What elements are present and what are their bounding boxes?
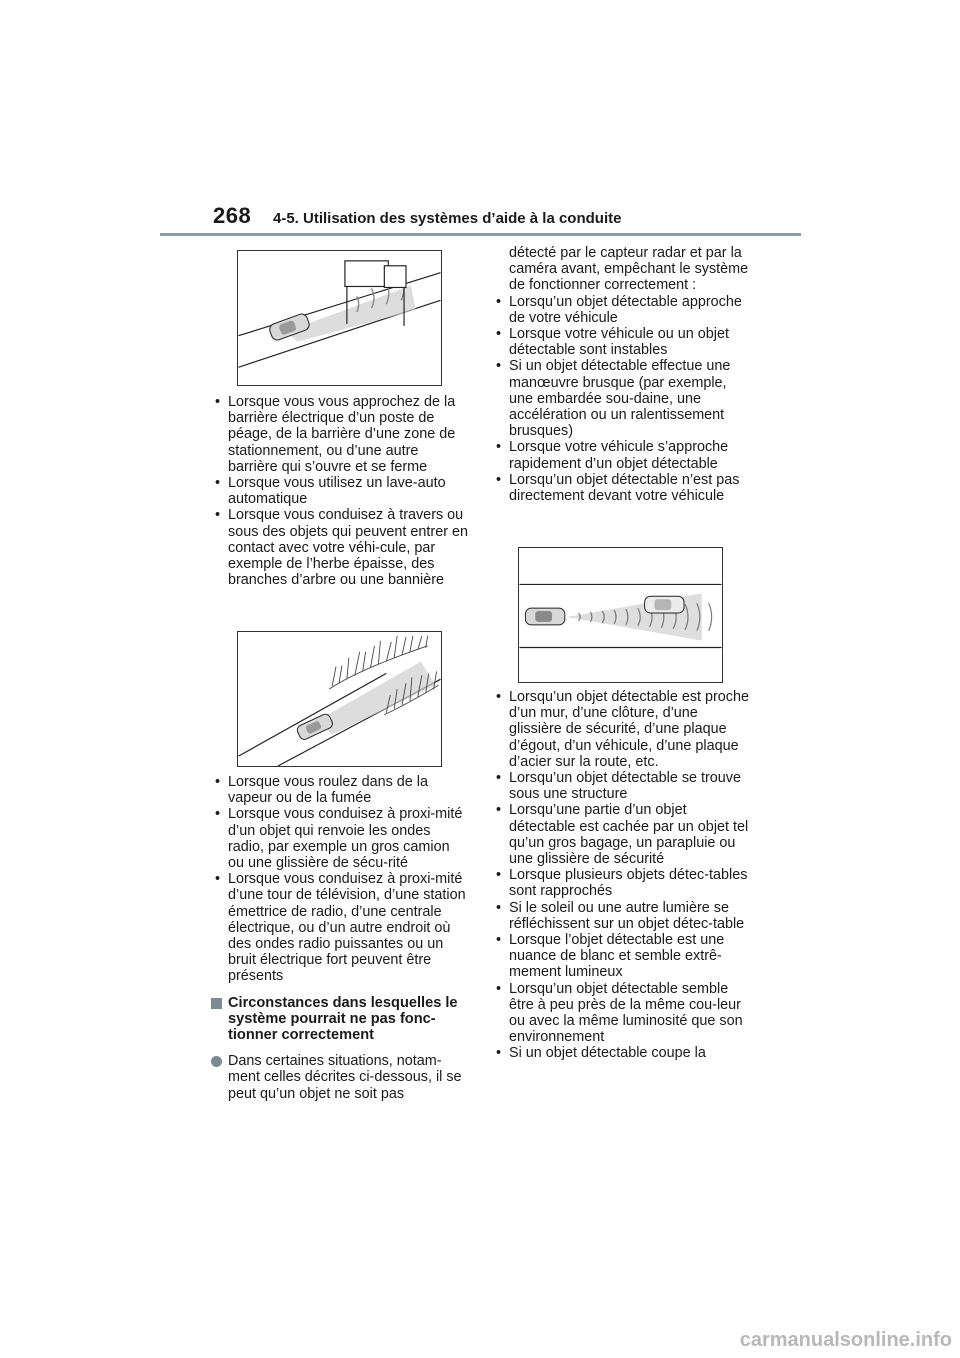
figure-overhead-sign	[237, 250, 442, 386]
list-item: • Si un objet détectable effectue une manœuvre brusque (par exemple, une embardée sou-daine, une accélération ou un ralentissement brusques)	[492, 358, 754, 439]
section-title: 4-5. Utilisation des systèmes d’aide à la conduite	[273, 210, 622, 227]
list-item: • Lorsqu’un objet détectable se trouve sous une structure	[492, 770, 754, 802]
list-item: • Lorsque vous conduisez à proxi-mité d’une tour de télévision, d’une station émettrice de radio, d’une centrale électrique, ou d’un autre endroit où des ondes radio puissantes ou un bruit électrique fort peuvent être présents	[211, 871, 469, 984]
list-item: • Lorsque vous vous approchez de la barrière électrique d’un poste de péage, de la barrière d’une zone de stationnement, ou d’une autre barrière qui s’ouvre et se ferme	[211, 394, 469, 475]
list-item: • Lorsque vous roulez dans de la vapeur ou de la fumée	[211, 774, 469, 806]
list-item: • Lorsque vous conduisez à travers ou sous des objets qui peuvent entrer en contact avec votre véhi-cule, par exemple de l’herbe épaisse, des branches d’arbre ou une bannière	[211, 507, 469, 588]
list-item: • Lorsque l’objet détectable est une nuance de blanc et semble extrê-mement lumineux	[492, 932, 754, 981]
figure-tall-grass	[237, 631, 442, 767]
right-text-block-a	[492, 245, 754, 504]
list-item: • Lorsqu’un objet détectable n’est pas directement devant votre véhicule	[492, 472, 754, 504]
list-item: • Lorsqu’un objet détectable approche de votre véhicule	[492, 294, 754, 326]
list-item: • Si un objet détectable coupe la	[492, 1045, 754, 1061]
list-item: • Lorsque vous utilisez un lave-auto automatique	[211, 475, 469, 507]
subheading	[211, 995, 469, 1044]
page-number: 268	[213, 203, 252, 228]
list-item: • Lorsque votre véhicule s’approche rapidement d’un objet détectable	[492, 439, 754, 471]
continuation-text: détecté par le capteur radar et par la caméra avant, empêchant le système de fonctionner correctement :	[509, 245, 749, 294]
watermark: carmanualsonline.info	[739, 1329, 952, 1351]
list-item: • Lorsqu’une partie d’un objet détectable est cachée par un objet tel qu’un gros bagage, un parapluie ou une glissière de sécurité	[492, 802, 754, 867]
list-item: • Si le soleil ou une autre lumière se réfléchissent sur un objet détec-table	[492, 900, 754, 932]
header-rule	[160, 233, 801, 236]
subheading-text: Circonstances dans lesquelles le système pourrait ne pas fonc-tionner correctement	[228, 994, 458, 1044]
list-item: • Lorsqu’un objet détectable est proche d’un mur, d’une clôture, d’une glissière de sécurité, d’une plaque d’égout, d’un véhicule, d’une plaque d’acier sur la route, etc.	[492, 689, 754, 770]
right-text-block-b	[492, 689, 754, 1062]
left-text-block-b	[211, 774, 469, 1102]
list-item: • Lorsque votre véhicule ou un objet détectable sont instables	[492, 326, 754, 358]
note-text: Dans certaines situations, notam-ment celles décrites ci-dessous, il se peut qu’un objet ne soit pas	[228, 1053, 462, 1102]
list-item: • Lorsque plusieurs objets détec-tables sont rapprochés	[492, 867, 754, 899]
list-item: • Lorsqu’un objet détectable semble être à peu près de la même cou-leur ou avec la même luminosité que son environnement	[492, 981, 754, 1046]
square-bullet-icon	[211, 998, 222, 1009]
left-text-block-a	[211, 394, 469, 588]
note	[211, 1053, 469, 1102]
circle-bullet-icon	[211, 1056, 222, 1067]
list-item: • Lorsque vous conduisez à proxi-mité d’un objet qui renvoie les ondes radio, par exemple un gros camion ou une glissière de sécu-rité	[211, 806, 469, 871]
figure-offset-vehicle	[518, 547, 723, 683]
